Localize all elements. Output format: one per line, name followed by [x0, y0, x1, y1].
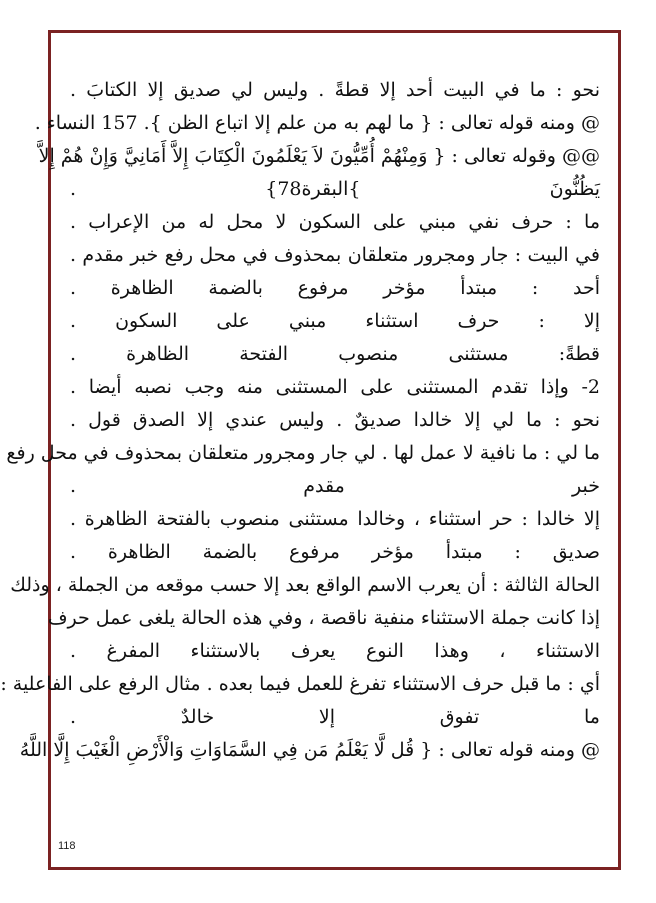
text-line: صديق : مبتدأ مؤخر مرفوع بالضمة الظاهرة .	[70, 541, 600, 563]
text-line: قطةً: مستثنى منصوب الفتحة الظاهرة .	[70, 343, 600, 365]
text-line: ما تفوق إلا خالدٌ .	[70, 706, 600, 728]
text-line: @ ومنه قوله تعالى : { قُل لَّا يَعْلَمُ مَن فِي السَّمَاوَاتِ وَالْأَرْضِ الْغَيْبَ إِلَّا اللَّهُ	[19, 739, 600, 761]
text-line: يَظُنُّونَ }البقرة78} .	[70, 178, 600, 200]
text-line: الحالة الثالثة : أن يعرب الاسم الواقع بعد إلا حسب موقعه من الجملة ، وذلك	[10, 574, 600, 596]
text-line: خبر مقدم .	[70, 475, 600, 497]
text-line: أي : ما قبل حرف الاستثناء تفرغ للعمل فيما بعده . مثال الرفع على الفاعلية :	[0, 673, 600, 695]
text-line: ما لي : ما نافية لا عمل لها . لي جار ومجرور متعلقان بمحذوف في محل رفع	[6, 442, 600, 464]
text-line: ما : حرف نفي مبني على السكون لا محل له من الإعراب .	[70, 211, 600, 233]
text-line: 2- وإذا تقدم المستثنى على المستثنى منه وجب نصبه أيضا .	[70, 376, 600, 398]
text-line: إلا خالدا : حر استثناء ، وخالدا مستثنى منصوب بالفتحة الظاهرة .	[70, 508, 600, 530]
page-body	[0, 74, 600, 814]
text-line: إذا كانت جملة الاستثناء منفية ناقصة ، وفي هذه الحالة يلغى عمل حرف	[47, 607, 600, 629]
text-line: في البيت : جار ومجرور متعلقان بمحذوف في محل رفع خبر مقدم .	[70, 244, 600, 266]
text-line: الاستثناء ، وهذا النوع يعرف بالاستثناء المفرغ .	[70, 640, 600, 662]
text-line: @@ وقوله تعالى : { وَمِنْهُمْ أُمِّيُّونَ لاَ يَعْلَمُونَ الْكِتَابَ إِلاَّ أَمَانِيَّ وَإِنْ هُمْ إِلاَّ	[38, 145, 600, 167]
text-line: إلا : حرف استثناء مبني على السكون .	[70, 310, 600, 332]
text-line: @ ومنه قوله تعالى : { ما لهم به من علم إلا اتباع الظن }. 157 النساء .	[34, 112, 600, 134]
text-line: أحد : مبتدأ مؤخر مرفوع بالضمة الظاهرة .	[70, 277, 600, 299]
text-line: نحو : ما في البيت أحد إلا قطةً . وليس لي صديق إلا الكتابَ .	[70, 79, 600, 101]
text-line: نحو : ما لي إلا خالدا صديقٌ . وليس عندي إلا الصدق قول .	[70, 409, 600, 431]
page-number: 118	[58, 840, 76, 852]
